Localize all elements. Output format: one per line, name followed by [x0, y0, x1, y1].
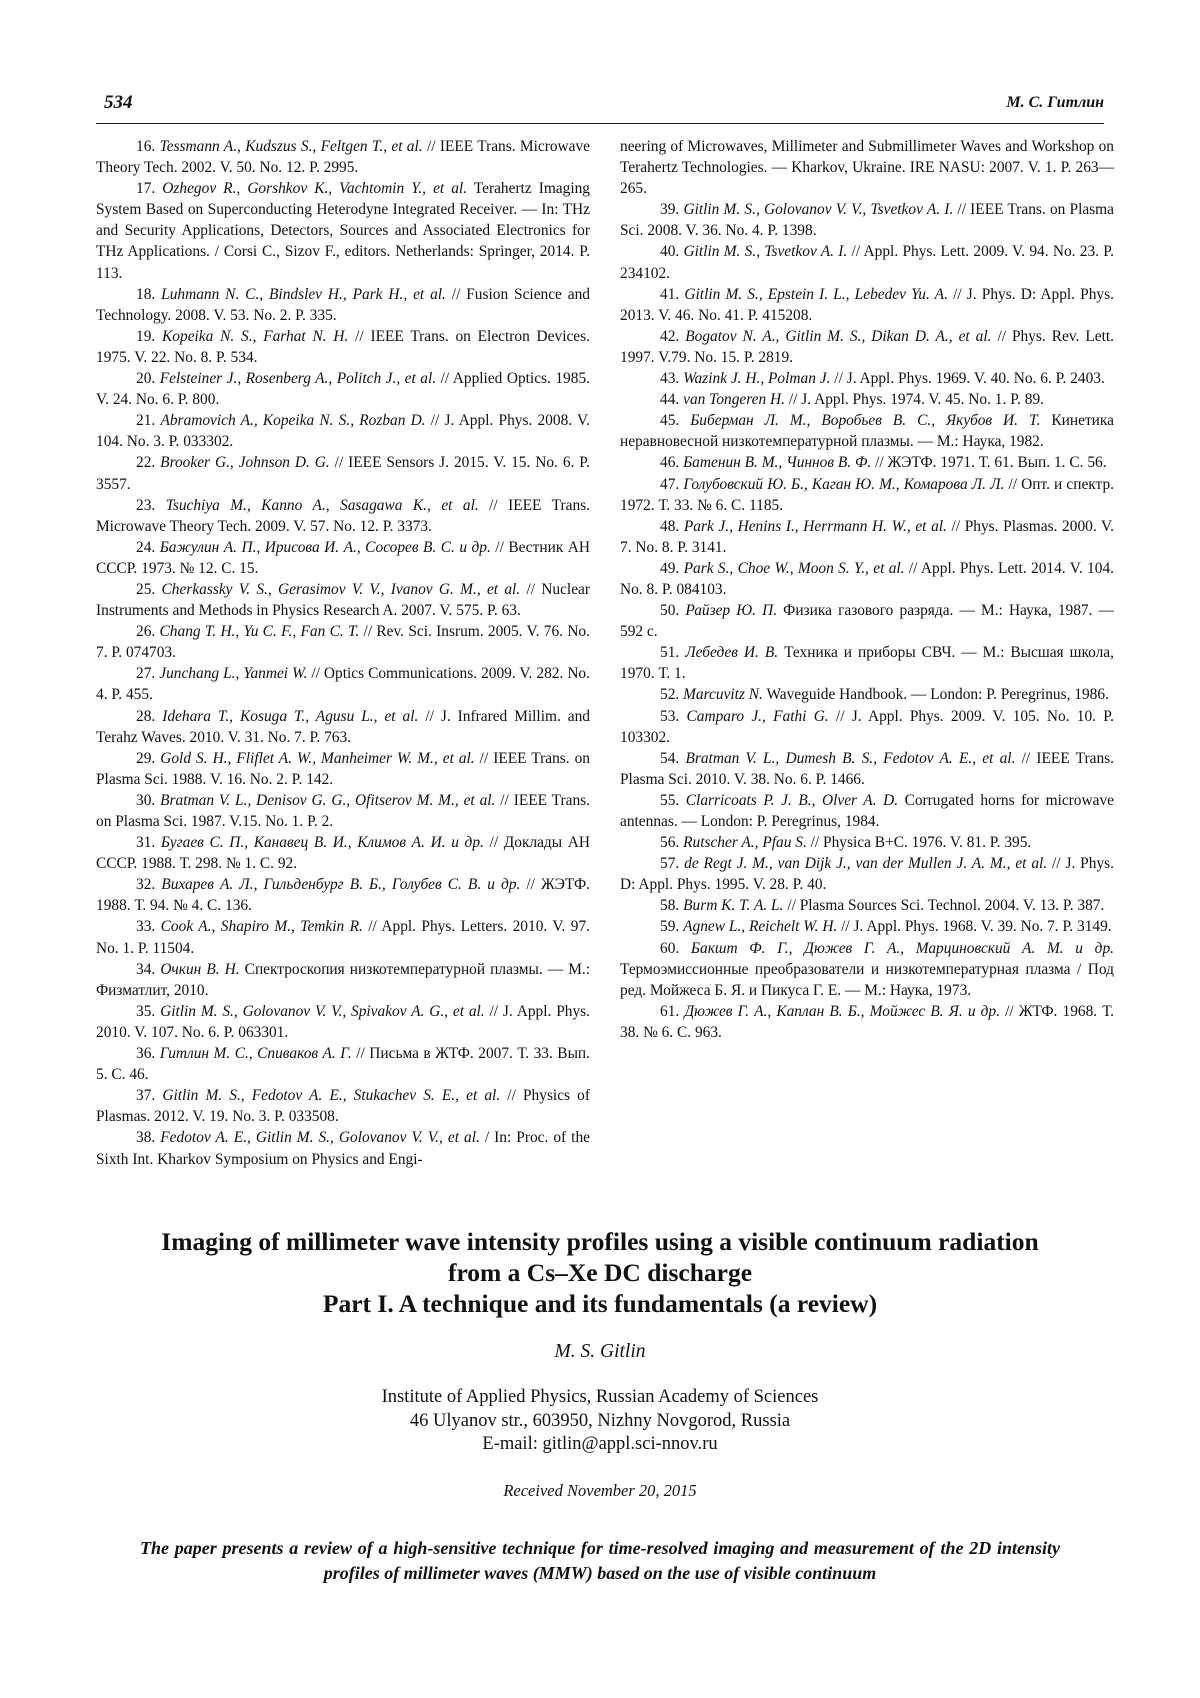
reference-item: [96, 832, 590, 874]
reference-number: 29.: [136, 749, 156, 767]
reference-authors: Burm K. T. A. L.: [683, 897, 784, 915]
reference-item: [620, 452, 1114, 473]
reference-item: [620, 410, 1114, 452]
reference-authors: van Tongeren H.: [683, 391, 785, 409]
reference-item: [96, 706, 590, 748]
reference-authors: Очкин В. Н.: [160, 960, 240, 978]
reference-details: Corrugated horns for microwave antennas. — London: P. Peregrinus, 1984.: [620, 791, 1114, 830]
reference-details: // J. Appl. Phys. 1974. V. 45. No. 1. P. 89.: [785, 391, 1044, 409]
reference-number: 26.: [136, 623, 156, 641]
reference-number: 46.: [660, 454, 680, 472]
reference-item: [96, 1085, 590, 1127]
reference-details: // IEEE Trans. on Plasma Sci. 2008. V. 36. No. 4. P. 1398.: [620, 201, 1114, 240]
reference-authors: Gitlin M. S., Fedotov A. E., Stukachev S. E., et al.: [162, 1087, 501, 1105]
reference-details: // Rev. Sci. Insrum. 2005. V. 76. No. 7. P. 074703.: [96, 623, 590, 662]
reference-item: [96, 916, 590, 958]
reference-item: [620, 706, 1114, 748]
reference-authors: Clarricoats P. J. B., Olver A. D.: [685, 791, 899, 809]
reference-details: // J. Appl. Phys. 2008. V. 104. No. 3. P. 033302.: [96, 412, 591, 451]
reference-authors: Bogatov N. A., Gitlin M. S., Dikan D. A., et al.: [685, 327, 992, 345]
reference-number: 24.: [136, 538, 156, 556]
reference-authors: Райзер Ю. П.: [685, 602, 778, 620]
reference-number: 27.: [136, 665, 156, 683]
reference-details: // Phys. Rev. Lett. 1997. V.79. No. 15. P. 2819.: [620, 327, 1114, 366]
reference-authors: Гитлин М. С., Спиваков А. Г.: [159, 1045, 352, 1063]
reference-item: [96, 663, 590, 705]
reference-number: 49.: [660, 559, 680, 577]
reference-number: 52.: [660, 686, 680, 704]
reference-item: [96, 410, 590, 452]
reference-authors: Голубовский Ю. Б., Каган Ю. М., Комарова Л. Л.: [683, 475, 1005, 493]
reference-item: [620, 241, 1114, 283]
reference-item: [620, 199, 1114, 241]
reference-authors: Wazink J. H., Polman J.: [683, 370, 831, 388]
reference-authors: Tsuchiya M., Kanno A., Sasagawa K., et al.: [165, 496, 479, 514]
reference-authors: Rutscher A., Pfau S.: [683, 834, 807, 852]
reference-authors: Бугаев С. П., Канавец В. И., Климов А. И. и др.: [160, 834, 484, 852]
reference-authors: Лебедев И. В.: [685, 644, 779, 662]
reference-item: [620, 790, 1114, 832]
reference-number: 21.: [136, 412, 156, 430]
reference-item: [96, 452, 590, 494]
reference-details: Техника и приборы СВЧ. — М.: Высшая школа, 1970. Т. 1.: [620, 644, 1114, 683]
reference-details: // ЖТФ. 1968. Т. 38. № 6. С. 963.: [620, 1002, 1114, 1041]
reference-authors: Junchang L., Yanmei W.: [159, 665, 308, 683]
reference-details: // Appl. Phys. Letters. 2010. V. 97. No. 1. P. 11504.: [96, 918, 590, 957]
affiliation: [80, 1386, 1120, 1457]
reference-details: // Physica B+C. 1976. V. 81. P. 395.: [806, 834, 1032, 852]
reference-item: [620, 368, 1114, 389]
reference-authors: Батенин В. М., Чиннов В. Ф.: [683, 454, 872, 472]
reference-number: 33.: [136, 918, 156, 936]
reference-item: [620, 748, 1114, 790]
reference-item: [620, 326, 1114, 368]
reference-number: 35.: [136, 1002, 156, 1020]
article-title: [80, 1226, 1120, 1319]
reference-number: 23.: [136, 496, 156, 514]
reference-number: 45.: [660, 412, 680, 430]
reference-details: // Appl. Phys. Lett. 2009. V. 94. No. 23. P. 234102.: [620, 243, 1114, 282]
reference-authors: Marcuvitz N.: [683, 686, 763, 704]
reference-details: // Appl. Phys. Lett. 2014. V. 104. No. 8. P. 084103.: [620, 559, 1114, 598]
reference-number: 28.: [136, 707, 156, 725]
title-line: Part I. A technique and its fundamentals (a review): [322, 1289, 878, 1318]
affiliation-email: E-mail: gitlin@appl.sci-nnov.ru: [482, 1434, 718, 1454]
reference-authors: Bratman V. L., Dumesh B. S., Fedotov A. E., et al.: [685, 749, 1016, 767]
reference-number: 16.: [136, 138, 156, 155]
reference-number: 47.: [660, 475, 680, 493]
reference-number: 22.: [136, 454, 156, 472]
reference-number: 58.: [660, 897, 680, 915]
reference-authors: Бакшт Ф. Г., Дюжев Г. А., Марциновский А. М. и др.: [690, 939, 1114, 957]
reference-item: [96, 136, 590, 178]
reference-item: [620, 284, 1114, 326]
reference-item: [620, 832, 1114, 853]
reference-number: 31.: [136, 834, 156, 852]
reference-number: 41.: [660, 285, 680, 303]
title-line: from a Cs–Xe DC discharge: [447, 1258, 753, 1287]
reference-authors: Tessmann A., Kudszus S., Feltgen T., et al.: [159, 138, 423, 155]
reference-item: [620, 1001, 1114, 1043]
reference-authors: Gitlin M. S., Tsvetkov A. I.: [683, 243, 848, 261]
article-author: M. S. Gitlin: [554, 1341, 646, 1362]
reference-authors: Вихарев А. Л., Гильденбург В. Б., Голубев С. В. и др.: [161, 876, 521, 894]
reference-authors: de Regt J. M., van Dijk J., van der Mullen J. A. M., et al.: [684, 855, 1048, 873]
reference-number: 43.: [660, 370, 680, 388]
reference-authors: Bratman V. L., Denisov G. G., Ofitserov M. M., et al.: [160, 791, 496, 809]
reference-number: 53.: [660, 707, 680, 725]
reference-number: 17.: [136, 180, 156, 198]
reference-item: [620, 938, 1114, 1001]
reference-item: [620, 853, 1114, 895]
reference-details: // Phys. Plasmas. 2000. V. 7. No. 8. P. 3141.: [620, 517, 1115, 556]
affiliation-institute: Institute of Applied Physics, Russian Academy of Sciences: [381, 1387, 819, 1407]
reference-details: Terahertz Imaging System Based on Superconducting Heterodyne Integrated Receiver. — In: THz and Security Applications, Detectors, Sources and Associated Electronics for THz Applications. / Corsi C., Sizov F., editors. Netherlands: Springer, 2014. P. 113.: [96, 180, 590, 282]
reference-authors: Cook A., Shapiro M., Temkin R.: [160, 918, 363, 936]
reference-details: // Вестник АН СССР. 1973. № 12. С. 15.: [96, 538, 591, 577]
received-date: Received November 20, 2015: [503, 1480, 697, 1500]
reference-details: // Письма в ЖТФ. 2007. Т. 33. Вып. 5. С. 46.: [96, 1045, 590, 1084]
reference-number: 50.: [660, 602, 680, 620]
reference-number: 48.: [660, 517, 680, 535]
reference-authors: Idehara T., Kosuga T., Agusu L., et al.: [162, 707, 419, 725]
reference-item: [96, 1001, 590, 1043]
reference-item: [96, 1127, 590, 1169]
reference-authors: Дюжев Г. А., Каплан В. Б., Мойжес В. Я. и др.: [684, 1002, 1000, 1020]
reference-details: Спектроскопия низкотемпературной плазмы. — М.: Физматлит, 2010.: [96, 960, 590, 999]
reference-number: 32.: [136, 876, 156, 894]
reference-details: // Physics of Plasmas. 2012. V. 19. No. 3. P. 033508.: [96, 1087, 590, 1126]
reference-authors: Бажулин А. П., Ирисова И. А., Сосорев В. С. и др.: [159, 538, 491, 556]
reference-details: // J. Appl. Phys. 1968. V. 39. No. 7. P. 3149.: [837, 918, 1112, 936]
reference-details: // Plasma Sources Sci. Technol. 2004. V. 13. P. 387.: [783, 897, 1105, 915]
reference-item: [96, 790, 590, 832]
reference-number: 40.: [660, 243, 680, 261]
reference-details: Термоэмиссионные преобразователи и низкотемпературная плазма / Под ред. Мойжеса Б. Я. и Пикуса Г. Е. — М.: Наука, 1973.: [620, 960, 1114, 999]
page-number: 534: [104, 92, 133, 113]
reference-details: // Nuclear Instruments and Methods in Physics Research A. 2007. V. 575. P. 63.: [96, 580, 590, 620]
reference-authors: Gitlin M. S., Epstein I. L., Lebedev Yu. A.: [684, 285, 948, 303]
reference-authors: Fedotov A. E., Gitlin M. S., Golovanov V. V., et al.: [160, 1129, 480, 1147]
reference-item: [96, 537, 590, 579]
reference-number: 20.: [136, 370, 156, 388]
reference-item: [96, 621, 590, 663]
reference-authors: Abramovich A., Kopeika N. S., Rozban D.: [160, 412, 426, 430]
reference-number: 36.: [136, 1045, 156, 1063]
reference-authors: Chang T. H., Yu C. F., Fan C. T.: [159, 623, 360, 641]
reference-authors: Park S., Choe W., Moon S. Y., et al.: [683, 559, 905, 577]
reference-details: Кинетика неравновесной низкотемпературной плазмы. — М.: Наука, 1982.: [620, 412, 1114, 451]
reference-authors: Ozhegov R., Gorshkov K., Vachtomin Y., et al.: [162, 180, 468, 198]
reference-details: // IEEE Trans. on Plasma Sci. 1987. V.15. No. 1. P. 2.: [96, 791, 590, 830]
reference-details: // J. Phys. D: Appl. Phys. 2013. V. 46. No. 41. P. 415208.: [620, 285, 1114, 324]
reference-details: // IEEE Trans. Microwave Theory Tech. 2009. V. 57. No. 12. P. 3373.: [96, 496, 590, 535]
reference-details: // J. Appl. Phys. 2009. V. 105. No. 10. P. 103302.: [620, 707, 1114, 746]
reference-authors: Kopeika N. S., Farhat N. H.: [162, 327, 349, 345]
reference-item: [620, 558, 1114, 600]
reference-details: // Optics Communications. 2009. V. 282. No. 4. P. 455.: [96, 665, 590, 704]
reference-item: [96, 178, 590, 283]
reference-item: [96, 284, 590, 326]
title-line: Imaging of millimeter wave intensity profiles using a visible continuum radiation: [161, 1227, 1039, 1256]
reference-item: [620, 684, 1114, 705]
reference-details: // Applied Optics. 1985. V. 24. No. 6. P. 800.: [96, 370, 590, 409]
reference-item: [96, 579, 590, 621]
reference-item: [96, 874, 590, 916]
reference-authors: Gold S. H., Fliflet A. W., Manheimer W. M., et al.: [160, 749, 475, 767]
reference-item: [96, 1043, 590, 1085]
reference-number: 39.: [660, 201, 680, 219]
reference-details: Waveguide Handbook. — London: P. Peregrinus, 1986.: [762, 686, 1109, 704]
affiliation-address: 46 Ulyanov str., 603950, Nizhny Novgorod, Russia: [409, 1410, 791, 1431]
reference-number: 38.: [136, 1129, 156, 1147]
reference-details: // IEEE Sensors J. 2015. V. 15. No. 6. P. 3557.: [96, 454, 590, 493]
reference-details: // IEEE Trans. Microwave Theory Tech. 2002. V. 50. No. 12. P. 2995.: [96, 138, 590, 177]
reference-details: // ЖЭТФ. 1971. Т. 61. Вып. 1. С. 56.: [871, 454, 1107, 472]
references-right-column: [620, 136, 1114, 1043]
reference-details: // Fusion Science and Technology. 2008. V. 53. No. 2. P. 335.: [96, 285, 590, 324]
reference-item: [620, 916, 1114, 937]
reference-number: 25.: [136, 580, 156, 598]
reference-authors: Camparo J., Fathi G.: [686, 707, 829, 725]
reference-number: 51.: [660, 644, 680, 662]
reference-item: [620, 474, 1114, 516]
reference-item: [96, 748, 590, 790]
references-left-column: [96, 136, 590, 1170]
reference-authors: Brooker G., Johnson D. G.: [160, 454, 330, 472]
reference-authors: Gitlin M. S., Golovanov V. V., Spivakov A. G., et al.: [160, 1002, 485, 1020]
reference-authors: Felsteiner J., Rosenberg A., Politch J., et al.: [159, 370, 437, 388]
reference-item: [96, 326, 590, 368]
reference-authors: Биберман Л. М., Воробьев В. С., Якубов И. Т.: [690, 412, 1041, 430]
reference-details: // J. Infrared Millim. and Terahz Waves. 2010. V. 31. No. 7. P. 763.: [96, 707, 590, 746]
reference-number: 18.: [136, 285, 156, 303]
reference-item: [96, 368, 590, 410]
reference-details: // J. Appl. Phys. 2010. V. 107. No. 6. P. 063301.: [96, 1002, 590, 1041]
reference-authors: Cherkassky V. S., Gerasimov V. V., Ivanov G. M., et al.: [161, 580, 521, 598]
reference-number: 42.: [660, 327, 680, 345]
reference-number: 54.: [660, 749, 680, 767]
reference-authors: Gitlin M. S., Golovanov V. V., Tsvetkov A. I.: [683, 201, 954, 219]
reference-authors: Park J., Henins I., Herrmann H. W., et al.: [683, 517, 947, 535]
reference-number: 34.: [136, 960, 156, 978]
reference-number: 44.: [660, 391, 680, 409]
reference-number: 56.: [660, 834, 680, 852]
reference-authors: Luhmann N. C., Bindslev H., Park H., et al.: [161, 285, 446, 303]
reference-item: [620, 600, 1114, 642]
reference-details: // IEEE Trans. Plasma Sci. 2010. V. 38. No. 6. P. 1466.: [620, 749, 1114, 788]
running-header-author: М. С. Гитлин: [1006, 94, 1104, 111]
reference-details: // IEEE Trans. on Plasma Sci. 1988. V. 16. No. 2. P. 142.: [96, 749, 590, 788]
reference-details: // IEEE Trans. on Electron Devices. 1975. V. 22. No. 8. P. 534.: [96, 327, 590, 366]
reference-details: // ЖЭТФ. 1988. Т. 94. № 4. С. 136.: [96, 876, 590, 915]
reference-details: // J. Appl. Phys. 1969. V. 40. No. 6. P. 2403.: [830, 370, 1105, 388]
reference-continuation: neering of Microwaves, Millimeter and Submillimeter Waves and Workshop on Terahertz Technologies. — Kharkov, Ukraine. IRE NASU: 2007. V. 1. P. 263—265.: [620, 138, 1114, 198]
reference-details: // Доклады АН СССР. 1988. Т. 298. № 1. С. 92.: [96, 834, 590, 873]
reference-number: 30.: [136, 791, 156, 809]
reference-number: 59.: [660, 918, 680, 936]
reference-item: [620, 389, 1114, 410]
reference-number: 55.: [660, 791, 680, 809]
reference-number: 61.: [660, 1002, 680, 1020]
reference-item: [620, 895, 1114, 916]
reference-details: Физика газового разряда. — М.: Наука, 1987. — 592 с.: [620, 602, 1114, 641]
reference-item: [96, 495, 590, 537]
reference-authors: Agnew L., Reichelt W. H.: [683, 918, 838, 936]
reference-item: [620, 516, 1114, 558]
article-heading: [80, 1226, 1120, 1501]
reference-item: [96, 959, 590, 1001]
reference-details: // Опт. и спектр. 1972. Т. 33. № 6. С. 1185.: [620, 475, 1115, 514]
reference-number: 19.: [136, 327, 156, 345]
reference-number: 60.: [660, 939, 680, 957]
reference-details: // J. Phys. D: Appl. Phys. 1995. V. 28. P. 40.: [620, 855, 1114, 894]
reference-details: / In: Proc. of the Sixth Int. Kharkov Symposium on Physics and Engi-: [96, 1129, 590, 1168]
reference-number: 37.: [136, 1087, 156, 1105]
reference-number: 57.: [660, 855, 680, 873]
abstract: The paper presents a review of a high-sensitive technique for time-resolved imaging and measurement of the 2D intensity profiles of millimeter waves (MMW) based on the use of visible continuum: [140, 1538, 1060, 1583]
reference-item: [620, 642, 1114, 684]
header-rule: [96, 123, 1104, 124]
